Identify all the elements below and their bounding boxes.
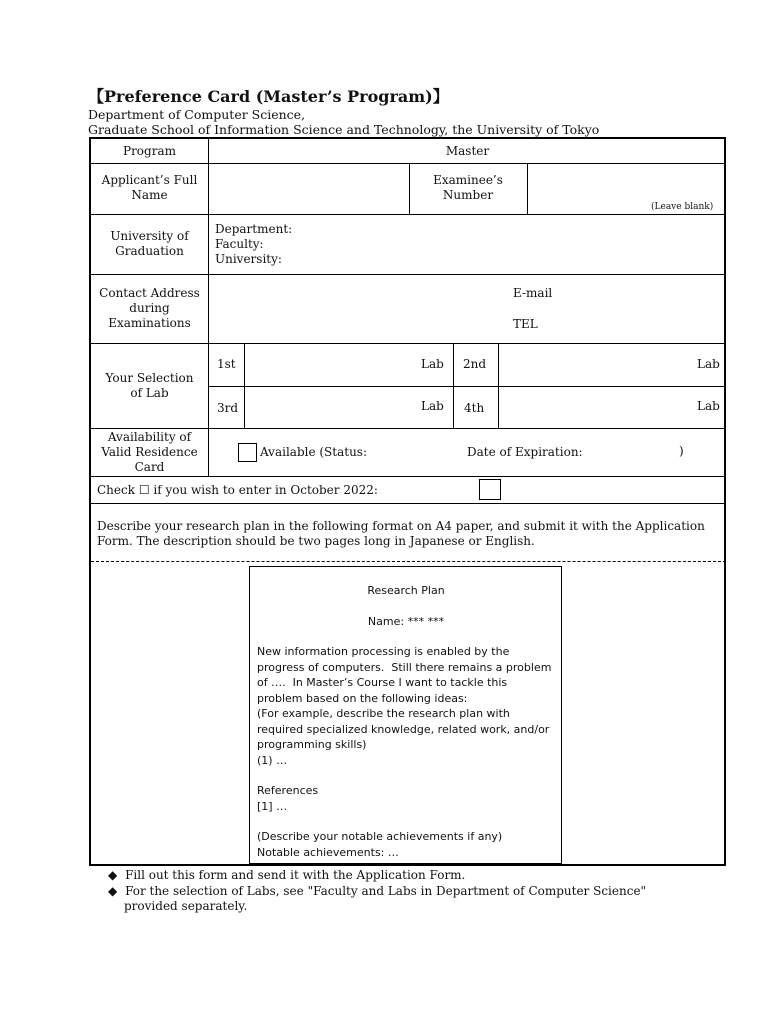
research-plan-title: Research Plan [367,584,445,597]
note-2: ◆ For the selection of Labs, see "Faculty and Labs in Department of Computer Science" [108,884,647,898]
page-title: 【Preference Card (Master’s Program)】 [88,87,449,106]
research-plan-instructions: Describe your research plan in the following format on A4 paper, and submit it with the Application Form. The description should be two pages long in Japanese or English. [97,519,705,548]
lab-selection-label: Your Selection of Lab [105,371,194,400]
plan-line: required specialized knowledge, related work, and/or [257,722,550,736]
diamond-bullet-icon: ◆ [108,884,118,898]
plan-line: progress of computers. Still there remains a problem [257,660,552,674]
leave-blank-note: (Leave blank) [651,202,714,212]
plan-line: problem based on the following ideas: [257,691,468,705]
available-status-field[interactable]: Available (Status: [260,445,368,459]
plan-line: (For example, describe the research plan with [257,707,510,720]
choice-3rd-lab-field[interactable]: Lab [421,399,444,413]
choice-1st-lab-field[interactable]: Lab [421,357,444,371]
faculty-field[interactable]: Faculty: [215,237,264,251]
tel-field[interactable]: TEL [513,317,538,331]
program-label: Program [123,144,176,158]
choice-4th-label: 4th [464,401,485,415]
references-heading: References [257,784,319,797]
preference-form [89,137,726,866]
school-line: Graduate School of Information Science and Technology, the University of Tokyo [88,122,600,137]
diamond-bullet-icon: ◆ [108,868,118,882]
close-paren: ) [679,444,684,458]
university-field[interactable]: University: [215,252,282,266]
achievements-note: (Describe your notable achievements if any) [257,830,503,843]
applicant-name-label: Applicant’s Full Name [101,173,198,202]
research-plan-name: Name: *** *** [367,614,445,628]
examinee-number-field[interactable] [530,166,724,198]
examinee-number-label: Examinee’s Number [433,173,503,202]
note-2-continued: provided separately. [124,899,248,913]
plan-line: programming skills) [257,738,367,751]
residence-card-label: Availability of Valid Residence Card [101,430,198,474]
choice-1st-label: 1st [217,357,236,371]
choice-2nd-lab-field[interactable]: Lab [697,357,720,371]
research-plan-example [249,566,562,864]
email-field[interactable]: E-mail [513,286,553,300]
university-label: University of Graduation [110,229,189,258]
plan-line: of …. In Master’s Course I want to tackle this [257,676,508,689]
contact-address-label: Contact Address during Examinations [99,286,200,330]
applicant-name-field[interactable] [211,166,406,211]
choice-2nd-label: 2nd [463,357,487,371]
program-value: Master [445,144,490,158]
department-field[interactable]: Department: [215,222,293,236]
choice-4th-lab-field[interactable]: Lab [697,399,720,413]
october-entry-label: Check ☐ if you wish to enter in October 2022: [97,483,378,497]
achievements-line: Notable achievements: … [257,845,399,859]
note-1: ◆ Fill out this form and send it with the Application Form. [108,868,466,882]
available-checkbox[interactable] [238,443,257,462]
plan-line: (1) … [257,753,288,767]
choice-3rd-label: 3rd [217,401,239,415]
plan-line: New information processing is enabled by the [257,645,510,658]
department-line: Department of Computer Science, [88,107,306,122]
expiration-date-field[interactable]: Date of Expiration: [467,445,583,459]
reference-item: [1] … [257,799,288,813]
october-entry-checkbox[interactable] [479,479,501,500]
